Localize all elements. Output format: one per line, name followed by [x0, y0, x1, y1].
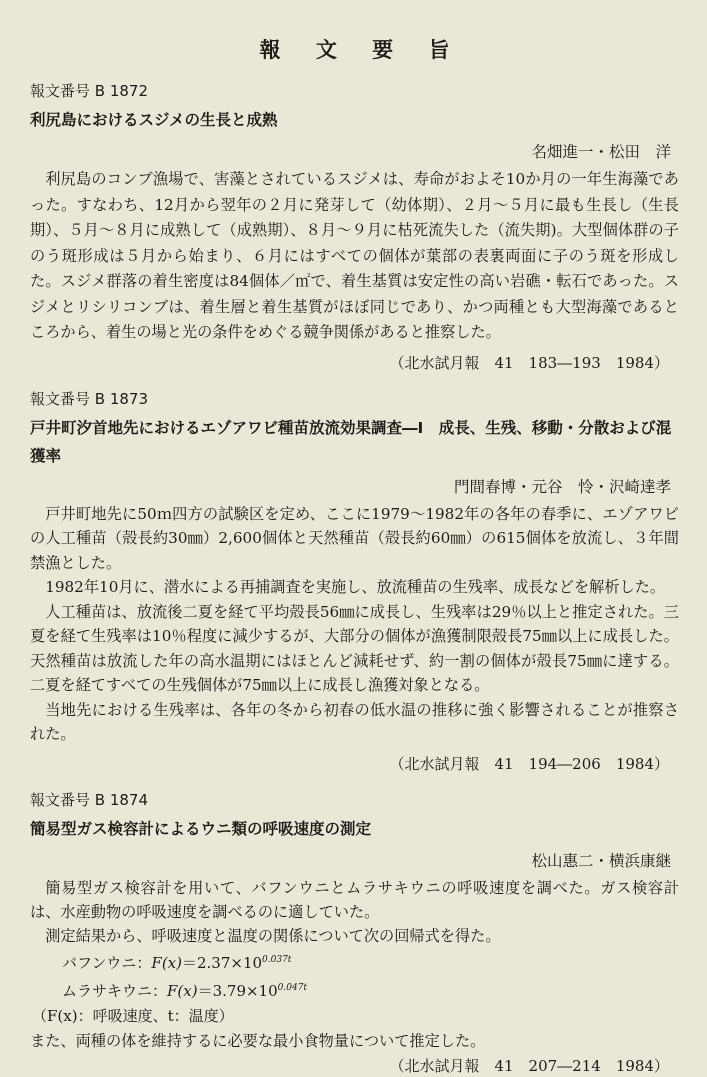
- abstract-closing: また、両種の体を維持するに必要な最小食物量について推定した。: [30, 1031, 486, 1050]
- authors: 門間春博・元谷 怜・沢崎達孝: [453, 477, 671, 496]
- report-title: 戸井町汐首地先におけるエゾアワビ種苗放流効果調査―I 成長、生残、移動・分散および混獲率: [30, 418, 672, 465]
- regression-formula: [30, 976, 679, 1004]
- regression-formula: [30, 948, 679, 976]
- formula-note: （F(x)：呼吸速度、t：温度）: [32, 1006, 234, 1025]
- report-number: 報文番号 B 1872: [30, 82, 149, 100]
- authors: 名畑進一・松田 洋: [531, 143, 671, 161]
- formula-label: ムラサキウニ：: [62, 981, 168, 1000]
- citation: （北水試月報 41 194―206 1984）: [389, 754, 669, 773]
- abstract-paragraph: 戸井町地先に50ｍ四方の試験区を定め、ここに1979～1982年の各年の春季に、エゾアワビの人工種苗（殻長約30㎜）2,600個体と天然種苗（殻長約60㎜）の615個体を放流し、３年間禁漁とした。: [30, 504, 679, 572]
- abstract-paragraph: 測定結果から、呼吸速度と温度の関係について次の回帰式を得た。: [45, 926, 501, 945]
- abstract-b1873: [30, 390, 679, 775]
- authors: 松山惠二・横浜康継: [531, 851, 671, 870]
- formula-function: F(x): [151, 953, 182, 972]
- page-title: 報 文 要 旨: [259, 37, 464, 62]
- abstract-paragraph: 人工種苗は、放流後二夏を経て平均殻長56㎜に成長し、生残率は29％以上と推定された。三夏を経て生残率は10％程度に減少するが、大部分の個体が漁獲制限殻長75㎜以上に成長した。天然種苗は放流した年の高水温期にはほとんど減耗せず、約一割の個体が殻長75㎜に達する。二夏を経てすべての生残個体が75㎜以上に成長し漁獲対象となる。: [30, 602, 679, 694]
- formula-exponent: 0.047t: [277, 982, 308, 993]
- abstract-b1874: [30, 791, 679, 1077]
- formula-body: ＝3.79×10: [197, 981, 278, 1000]
- formula-exponent: 0.037t: [262, 954, 292, 965]
- report-number: 報文番号 B 1874: [30, 790, 149, 809]
- formula-body: ＝2.37×10: [181, 953, 263, 972]
- formula-function: F(x): [167, 981, 198, 1000]
- abstract-paragraph: 簡易型ガス検容計を用いて、バフンウニとムラサキウニの呼吸速度を調べた。ガス検容計は、水産動物の呼吸速度を調べるのに適していた。: [30, 878, 679, 921]
- report-title: 利尻島におけるスジメの生長と成熟: [30, 111, 278, 129]
- citation: （北水試月報 41 183―193 1984）: [389, 353, 669, 372]
- report-number: 報文番号 B 1873: [30, 389, 149, 408]
- report-title: 簡易型ガス検容計によるウニ類の呼吸速度の測定: [30, 819, 372, 838]
- abstract-b1872: [30, 82, 679, 374]
- formula-label: バフンウニ：: [62, 953, 152, 972]
- abstract-paragraph: 当地先における生残率は、各年の冬から初春の低水温の推移に強く影響されることが推察された。: [30, 700, 679, 743]
- citation: （北水試月報 41 207―214 1984）: [389, 1056, 669, 1075]
- abstract-paragraph: 利尻島のコンブ漁場で、害藻とされているスジメは、寿命がおよそ10か月の一年生海藻であった。すなわち、12月から翌年の２月に発芽して（幼体期）、２月～５月に最も生長し（生長期）、５月～８月に成熟して（成熟期）、８月～９月に枯死流失した（流失期)。大型個体群の子のう斑形成は５月から始まり、６月にはすべての個体が葉部の表裏両面に子のう斑を形成した。スジメ群落の着生密度は84個体／㎡で、着生基質は安定性の高い岩礁・転石であった。スジメとリシリコンブは、着生層と着生基質がほぼ同じであり、かつ両種とも大型海藻であるところから、着生の場と光の条件をめぐる競争関係があると推察した。: [30, 170, 679, 341]
- abstract-paragraph: 1982年10月に、潜水による再捕調査を実施し、放流種苗の生残率、成長などを解析した。: [45, 578, 666, 596]
